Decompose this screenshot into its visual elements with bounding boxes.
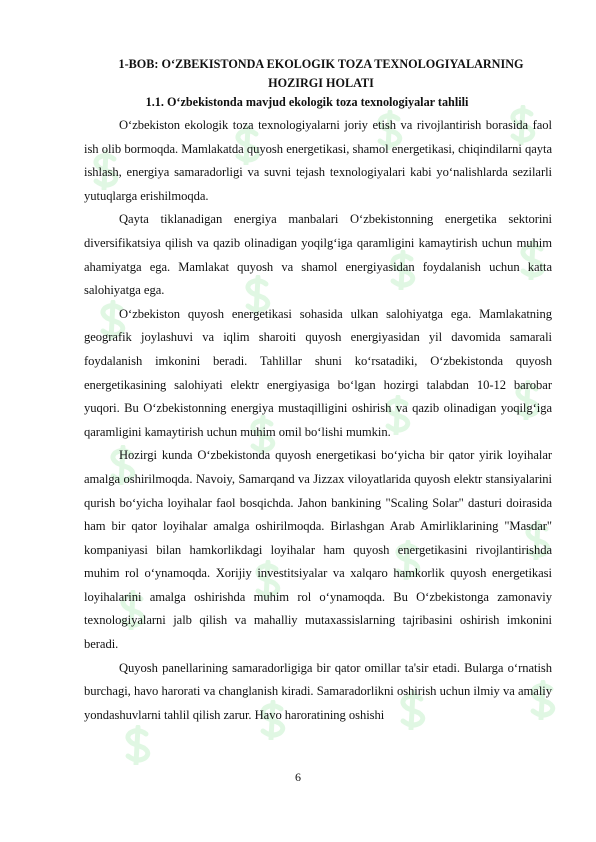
dollar-sign-watermark-icon (120, 725, 156, 765)
chapter-title-line-2: HOZIRGI HOLATI (268, 76, 374, 90)
chapter-title (84, 55, 552, 93)
section-title: 1.1. O‘zbekistonda mavjud ekologik toza texnologiyalar tahlili (145, 95, 469, 109)
paragraph: Qayta tiklanadigan energiya manbalari O‘zbekistonning energetika sektorini diversifikatsiya qilish va qazib olinadigan yoqilg‘iga qaramligini kamaytirish uchun muhim ahamiyatga ega. Mamlakat quyosh va shamol energiyasidan foydalanish uchun katta salohiyatga ega. (84, 212, 552, 298)
paragraph: O‘zbekiston ekologik toza texnologiyalarni joriy etish va rivojlantirish borasida faol ish olib bormoqda. Mamlakatda quyosh energetikasi, shamol energetikasi, chiqindilarni qayta ishlash, energiya samaradorligi va suvni tejash texnologiyalari kabi yo‘nalishlarda sezilarli yutuqlarga erishilmoqda. (84, 118, 552, 203)
document-page (84, 55, 552, 727)
chapter-title-line-1: 1-BOB: O‘ZBEKISTONDA EKOLOGIK TOZA TEXNOLOGIYALARNING (118, 57, 524, 71)
page-number: 6 (295, 770, 301, 784)
paragraph: Quyosh panellarining samaradorligiga bir qator omillar ta'sir etadi. Bularga o‘rnatish burchagi, havo harorati va changlanish kiradi. Samaradorlikni oshirish uchun ilmiy va amaliy yondashuvlarni tahlil qilish zarur. Havo haroratining oshishi (84, 660, 552, 722)
paragraph: Hozirgi kunda O‘zbekistonda quyosh energetikasi bo‘yicha bir qator yirik loyihalar amalga oshirilmoqda. Navoiy, Samarqand va Jizzax viloyatlarida quyosh elektr stansiyalarini qurish bo‘yicha loyihalar faol bosqichda. Jahon bankining "Scaling Solar" dasturi doirasida ham bir qator loyihalar amalga oshirilmoqda. Birlashgan Arab Amirliklarining "Masdar" kompaniyasi bilan hamkorlikdagi loyihalar ham quyosh energetikasini rivojlantirishda muhim rol o‘ynamoqda. Xorijiy investitsiyalar va xalqaro hamkorlik quyosh energetikasi loyihalarini amalga oshirishda muhim rol o‘ynamoqda. Bu O‘zbekistonga zamonaviy texnologiyalarni jalb qilish va mahalliy mutaxassislarning tajribasini oshirish imkonini beradi. (84, 448, 552, 652)
paragraph: O‘zbekiston quyosh energetikasi sohasida ulkan salohiyatga ega. Mamlakatning geografik joylashuvi va iqlim sharoiti quyosh energiyasidan yil davomida samarali foydalanish imkonini beradi. Tahlillar shuni ko‘rsatadiki, O‘zbekistonda quyosh energetikasining salohiyati elektr energiyasiga bo‘lgan hozirgi talabdan 10-12 barobar yuqori. Bu O‘zbekistonning energiya mustaqilligini oshirish va qazib olinadigan yoqilg‘iga qaramligini kamaytirish uchun muhim omil bo‘lishi mumkin. (84, 306, 552, 439)
